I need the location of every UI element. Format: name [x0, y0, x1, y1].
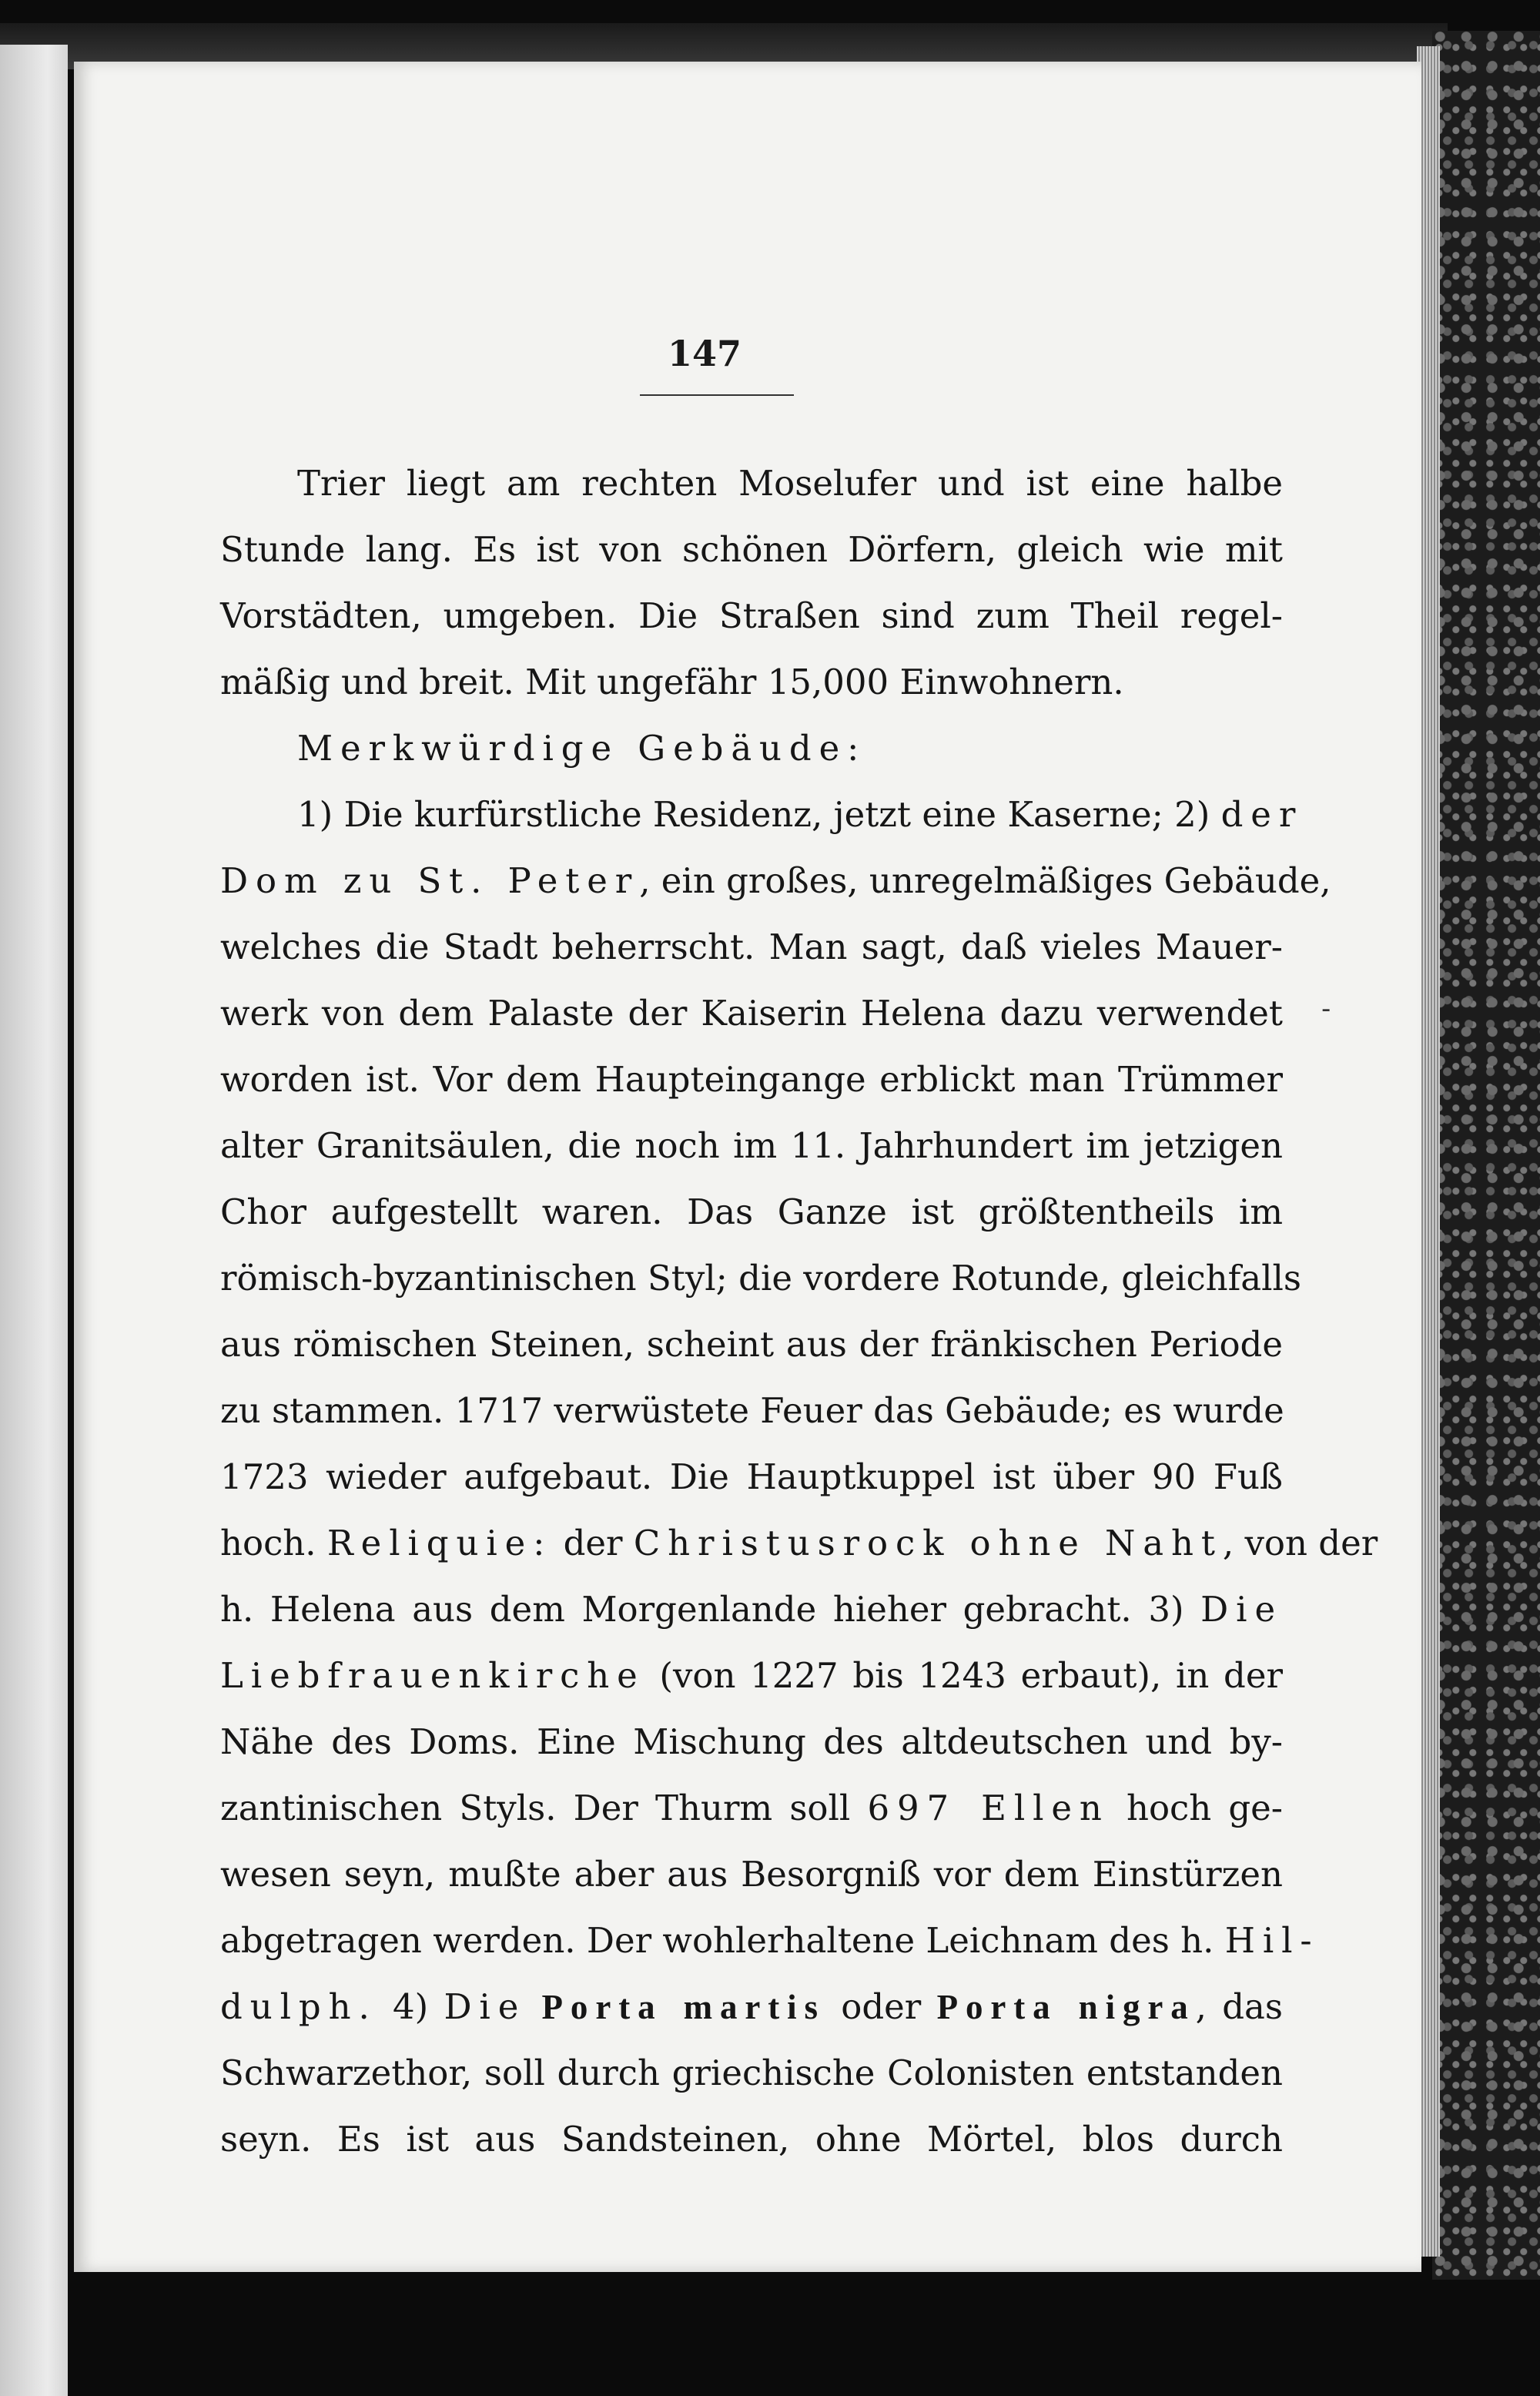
text-line: [220, 1775, 1283, 1841]
text-segment: 4): [377, 1986, 444, 2027]
text-segment-spaced: Dom zu St. Peter: [220, 860, 640, 901]
text-line: welches die Stadt beherrscht. Man sagt, daß vieles Mauer-: [220, 927, 1283, 967]
text-line: alter Granitsäulen, die noch im 11. Jahrhundert im jetzigen: [220, 1125, 1283, 1166]
text-segment: hoch.: [220, 1523, 316, 1563]
facing-page-edge: [0, 45, 68, 2396]
text-line: Vorstädten, umgeben. Die Straßen sind zum Theil regel-: [220, 595, 1283, 636]
text-segment-spaced: dulph.: [220, 1986, 377, 2027]
text-segment: (von 1227 bis 1243 erbaut), in der: [644, 1655, 1283, 1696]
text-segment-spaced: Liebfrauenkirche: [220, 1655, 645, 1696]
text-line: [220, 1577, 1283, 1643]
text-segment-spaced: Die: [444, 1986, 527, 2027]
text-line: wesen seyn, mußte aber aus Besorgniß vor dem Einstürzen: [220, 1854, 1283, 1895]
text-line: [220, 848, 1331, 914]
header-rule: [640, 394, 794, 396]
text-segment: , das: [1195, 1986, 1283, 2027]
text-segment: hoch ge-: [1109, 1788, 1284, 1828]
text-line: Nähe des Doms. Eine Mischung des altdeutschen und by-: [220, 1721, 1283, 1762]
text-segment: , von der: [1222, 1523, 1378, 1563]
latin-term: Porta martis: [541, 1988, 825, 2026]
latin-term: Porta nigra: [936, 1988, 1196, 2026]
text-line: werk von dem Palaste der Kaiserin Helena dazu verwendet: [220, 993, 1283, 1034]
text-segment-spaced: Reliquie:: [326, 1523, 553, 1563]
text-segment-spaced: der: [1220, 794, 1304, 835]
text-segment: , ein großes, unregelmäßiges Gebäude,: [639, 860, 1331, 901]
section-heading: Merkwürdige Gebäude:: [297, 728, 867, 769]
text-line: [220, 1510, 1378, 1577]
text-line: aus römischen Steinen, scheint aus der fränkischen Periode: [220, 1324, 1283, 1365]
marbled-cover-board: [1432, 31, 1540, 2280]
margin-dash: -: [1321, 994, 1331, 1024]
text-segment: abgetragen werden. Der wohlerhaltene Leichnam des h.: [220, 1920, 1214, 1961]
page-number: 147: [667, 333, 742, 374]
text-segment-spaced: Christusrock ohne Naht: [633, 1523, 1223, 1563]
text-segment: der: [563, 1523, 623, 1563]
text-line: zu stammen. 1717 verwüstete Feuer das Gebäude; es wurde: [220, 1390, 1284, 1431]
text-segment-spaced: 697 Ellen: [867, 1788, 1110, 1828]
text-segment: oder: [825, 1986, 937, 2027]
text-line: 1723 wieder aufgebaut. Die Hauptkuppel ist über 90 Fuß: [220, 1456, 1283, 1497]
text-segment-spaced: Die: [1200, 1589, 1283, 1630]
text-segment: 1) Die kurfürstliche Residenz, jetzt eine Kaserne; 2): [297, 794, 1210, 835]
text-line: Stunde lang. Es ist von schönen Dörfern, gleich wie mit: [220, 529, 1283, 570]
text-line: Trier liegt am rechten Moselufer und ist eine halbe: [297, 463, 1283, 504]
text-line: [220, 1643, 1283, 1709]
text-segment: zantinischen Styls. Der Thurm soll: [220, 1788, 851, 1828]
text-line: mäßig und breit. Mit ungefähr 15,000 Einwohnern.: [220, 662, 1124, 702]
text-line: seyn. Es ist aus Sandsteinen, ohne Mörtel, blos durch: [220, 2119, 1283, 2160]
text-line: [220, 782, 1304, 848]
text-line: Chor aufgestellt waren. Das Ganze ist größtentheils im: [220, 1191, 1283, 1232]
text-line: worden ist. Vor dem Haupteingange erblickt man Trümmer: [220, 1059, 1283, 1100]
text-segment: h. Helena aus dem Morgenlande hieher gebracht. 3): [220, 1589, 1184, 1630]
text-segment-spaced: Hil-: [1224, 1920, 1320, 1961]
text-line: [220, 1974, 1283, 2040]
text-line: [220, 1908, 1320, 1974]
body-text: [220, 451, 1378, 2173]
text-line: Schwarzethor, soll durch griechische Colonisten entstanden: [220, 2053, 1283, 2093]
book-page: [74, 62, 1421, 2272]
text-line: römisch-byzantinischen Styl; die vordere Rotunde, gleichfalls: [220, 1258, 1302, 1299]
